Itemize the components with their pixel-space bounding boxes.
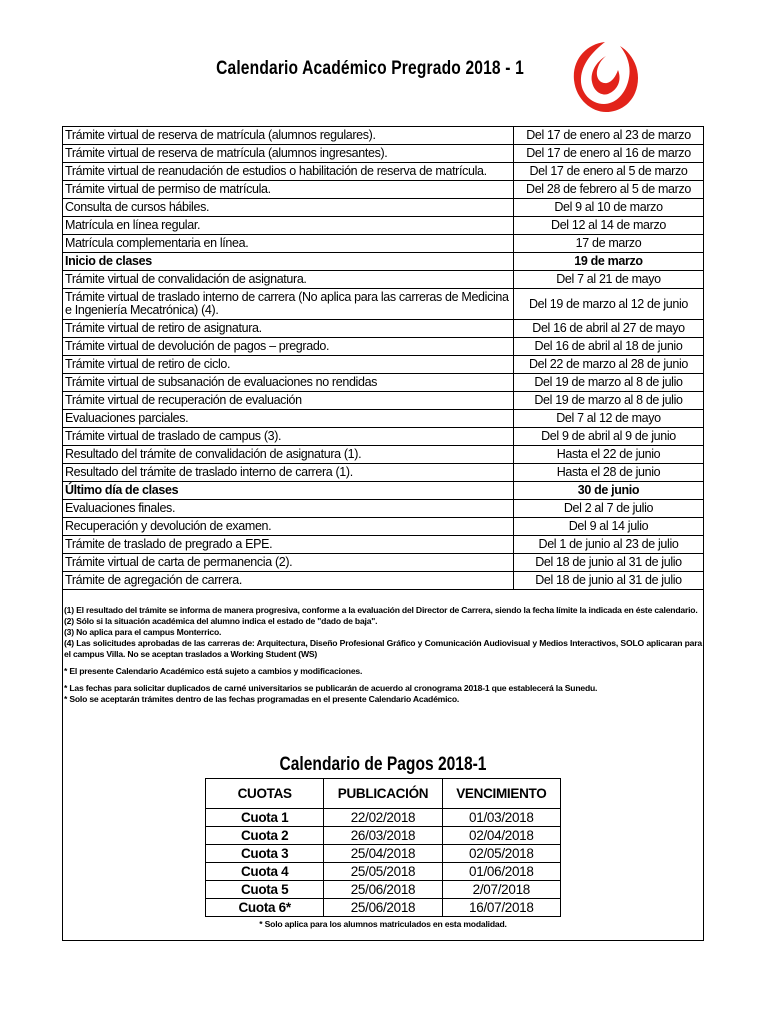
date-cell: Del 17 de enero al 5 de marzo: [514, 163, 704, 181]
date-cell: Del 9 al 10 de marzo: [514, 199, 704, 217]
publicacion-cell: 22/02/2018: [324, 809, 442, 827]
date-cell: 19 de marzo: [514, 253, 704, 271]
activity-cell: Trámite virtual de traslado de campus (3).: [63, 428, 514, 446]
payment-row: [206, 863, 561, 881]
date-cell: Del 1 de junio al 23 de julio: [514, 536, 704, 554]
activity-cell: Trámite virtual de retiro de asignatura.: [63, 320, 514, 338]
activity-cell: Trámite de agregación de carrera.: [63, 572, 514, 590]
calendar-row: [63, 163, 704, 181]
date-cell: Del 7 al 12 de mayo: [514, 410, 704, 428]
calendar-row: [63, 289, 704, 320]
date-cell: Del 18 de junio al 31 de julio: [514, 572, 704, 590]
activity-cell: Matrícula en línea regular.: [63, 217, 514, 235]
cuota-cell: Cuota 6*: [206, 899, 324, 917]
cuota-cell: Cuota 1: [206, 809, 324, 827]
vencimiento-cell: 01/03/2018: [442, 809, 560, 827]
calendar-row: [63, 271, 704, 289]
date-cell: Del 2 al 7 de julio: [514, 500, 704, 518]
vencimiento-cell: 02/05/2018: [442, 845, 560, 863]
footnote-2: (2) Sólo si la situación académica del alumno indica el estado de "dado de baja".: [64, 616, 378, 626]
academic-calendar-table: [62, 126, 704, 590]
publicacion-cell: 25/06/2018: [324, 899, 442, 917]
activity-cell: Trámite virtual de devolución de pagos – pregrado.: [63, 338, 514, 356]
activity-cell: Inicio de clases: [63, 253, 514, 271]
vencimiento-cell: 02/04/2018: [442, 827, 560, 845]
activity-cell: Evaluaciones parciales.: [63, 410, 514, 428]
calendar-row: [63, 199, 704, 217]
payments-title: Calendario de Pagos 2018-1: [279, 754, 487, 775]
activity-cell: Trámite virtual de carta de permanencia (2).: [63, 554, 514, 572]
date-cell: Hasta el 28 de junio: [514, 464, 704, 482]
activity-cell: Trámite virtual de subsanación de evaluaciones no rendidas: [63, 374, 514, 392]
publicacion-cell: 25/06/2018: [324, 881, 442, 899]
header-cuotas: CUOTAS: [206, 779, 324, 809]
calendar-row: [63, 572, 704, 590]
activity-cell: Trámite virtual de permiso de matrícula.: [63, 181, 514, 199]
header-publicacion: PUBLICACIÓN: [324, 779, 442, 809]
calendar-row: [63, 217, 704, 235]
activity-cell: Trámite virtual de reanudación de estudios o habilitación de reserva de matrícula.: [63, 163, 514, 181]
calendar-row: [63, 374, 704, 392]
activity-cell: Trámite virtual de reserva de matrícula (alumnos regulares).: [63, 127, 514, 145]
date-cell: Del 19 de marzo al 8 de julio: [514, 392, 704, 410]
footnote-1: (1) El resultado del trámite se informa de manera progresiva, conforme a la evaluación del Director de Carrera, siendo la fecha límite la indicada en éste calendario.: [64, 605, 698, 615]
university-logo-icon: [566, 36, 644, 116]
activity-cell: Resultado del trámite de convalidación de asignatura (1).: [63, 446, 514, 464]
payments-note: * Solo aplica para los alumnos matriculados en esta modalidad.: [259, 919, 507, 929]
cuota-cell: Cuota 2: [206, 827, 324, 845]
date-cell: 17 de marzo: [514, 235, 704, 253]
page-title: Calendario Académico Pregrado 2018 - 1: [216, 58, 524, 79]
disclaimer-changes: * El presente Calendario Académico está sujeto a cambios y modificaciones.: [64, 666, 363, 676]
date-cell: Del 17 de enero al 16 de marzo: [514, 145, 704, 163]
calendar-row: [63, 235, 704, 253]
publicacion-cell: 25/04/2018: [324, 845, 442, 863]
date-cell: Del 16 de abril al 27 de mayo: [514, 320, 704, 338]
payments-table: [205, 778, 561, 917]
calendar-row: [63, 145, 704, 163]
calendar-row: [63, 356, 704, 374]
date-cell: Del 17 de enero al 23 de marzo: [514, 127, 704, 145]
date-cell: Del 9 al 14 julio: [514, 518, 704, 536]
calendar-row: [63, 554, 704, 572]
payment-row: [206, 809, 561, 827]
date-cell: Del 9 de abril al 9 de junio: [514, 428, 704, 446]
vencimiento-cell: 01/06/2018: [442, 863, 560, 881]
calendar-row: [63, 392, 704, 410]
activity-cell: Trámite virtual de convalidación de asignatura.: [63, 271, 514, 289]
activity-cell: Trámite de traslado de pregrado a EPE.: [63, 536, 514, 554]
date-cell: Del 7 al 21 de mayo: [514, 271, 704, 289]
activity-cell: Trámite virtual de retiro de ciclo.: [63, 356, 514, 374]
calendar-row: [63, 464, 704, 482]
payment-row: [206, 845, 561, 863]
calendar-row: [63, 410, 704, 428]
activity-cell: Trámite virtual de traslado interno de carrera (No aplica para las carreras de Medicina e Ingeniería Mecatrónica) (4).: [63, 289, 514, 320]
payment-row: [206, 827, 561, 845]
date-cell: Del 19 de marzo al 8 de julio: [514, 374, 704, 392]
payments-header-row: [206, 779, 561, 809]
activity-cell: Resultado del trámite de traslado interno de carrera (1).: [63, 464, 514, 482]
footnotes: [64, 605, 702, 705]
date-cell: Del 22 de marzo al 28 de junio: [514, 356, 704, 374]
cuota-cell: Cuota 3: [206, 845, 324, 863]
publicacion-cell: 26/03/2018: [324, 827, 442, 845]
calendar-row: [63, 536, 704, 554]
disclaimer-dates: * Solo se aceptarán trámites dentro de las fechas programadas en el presente Calendario Académico.: [64, 694, 460, 704]
disclaimer-id-cards: * Las fechas para solicitar duplicados de carné universitarios se publicarán de acuerdo al cronograma 2018-1 que establecerá la Sunedu.: [64, 683, 598, 693]
date-cell: Del 12 al 14 de marzo: [514, 217, 704, 235]
date-cell: Del 28 de febrero al 5 de marzo: [514, 181, 704, 199]
calendar-row: [63, 428, 704, 446]
activity-cell: Recuperación y devolución de examen.: [63, 518, 514, 536]
header-vencimiento: VENCIMIENTO: [442, 779, 560, 809]
payment-row: [206, 899, 561, 917]
calendar-row: [63, 181, 704, 199]
publicacion-cell: 25/05/2018: [324, 863, 442, 881]
calendar-row: [63, 338, 704, 356]
calendar-row: [63, 482, 704, 500]
activity-cell: Último día de clases: [63, 482, 514, 500]
date-cell: Hasta el 22 de junio: [514, 446, 704, 464]
date-cell: Del 18 de junio al 31 de julio: [514, 554, 704, 572]
activity-cell: Matrícula complementaria en línea.: [63, 235, 514, 253]
activity-cell: Consulta de cursos hábiles.: [63, 199, 514, 217]
vencimiento-cell: 2/07/2018: [442, 881, 560, 899]
calendar-row: [63, 446, 704, 464]
footnote-3: (3) No aplica para el campus Monterrico.: [64, 627, 222, 637]
cuota-cell: Cuota 5: [206, 881, 324, 899]
calendar-row: [63, 320, 704, 338]
footnote-4: (4) Las solicitudes aprobadas de las carreras de: Arquitectura, Diseño Profesional Gráfico y Comunicación Audiovisual y Medios Interactivos, SOLO aplicaran para el campus Villa. No se aceptan traslados a Working Student (WS): [64, 638, 702, 659]
vencimiento-cell: 16/07/2018: [442, 899, 560, 917]
cuota-cell: Cuota 4: [206, 863, 324, 881]
payment-row: [206, 881, 561, 899]
calendar-row: [63, 253, 704, 271]
calendar-row: [63, 500, 704, 518]
date-cell: Del 16 de abril al 18 de junio: [514, 338, 704, 356]
activity-cell: Evaluaciones finales.: [63, 500, 514, 518]
activity-cell: Trámite virtual de reserva de matrícula (alumnos ingresantes).: [63, 145, 514, 163]
activity-cell: Trámite virtual de recuperación de evaluación: [63, 392, 514, 410]
calendar-row: [63, 518, 704, 536]
date-cell: Del 19 de marzo al 12 de junio: [514, 289, 704, 320]
date-cell: 30 de junio: [514, 482, 704, 500]
calendar-row: [63, 127, 704, 145]
